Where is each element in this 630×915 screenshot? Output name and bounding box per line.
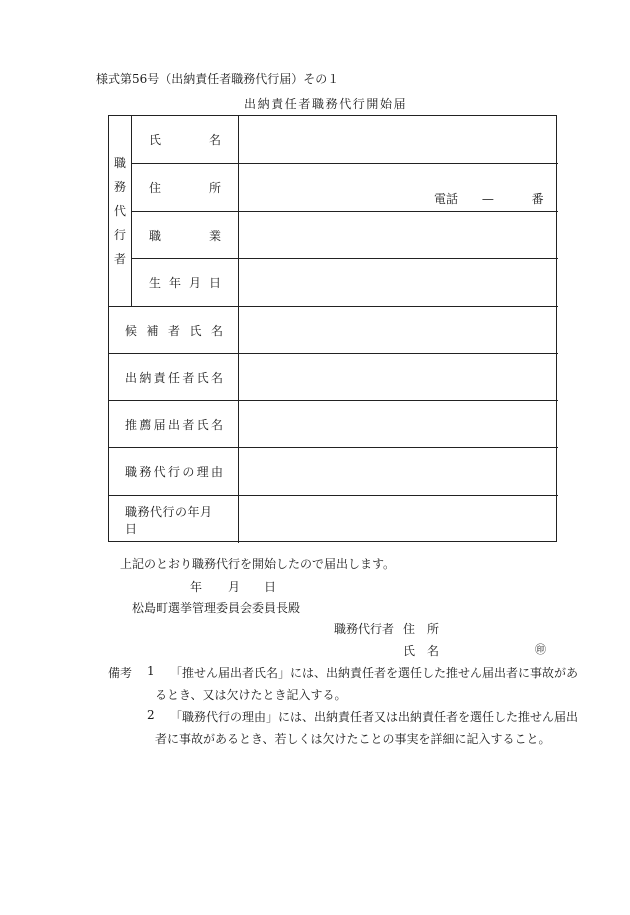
note-number: 1 xyxy=(147,664,155,678)
label-recommender-name: 推 薦 届 出 者 氏 名 xyxy=(125,417,223,432)
form-table xyxy=(108,115,557,542)
seal-mark: ㊞ xyxy=(535,643,546,656)
note-line: 「職務代行の理由」には、出納責任者又は出納責任者を選任した推せん届出 xyxy=(170,710,579,724)
date-year: 年 xyxy=(190,580,203,594)
note-line: 「推せん届出者氏名」には、出納責任者を選任した推せん届出者に事故があ xyxy=(170,666,579,680)
label-agency-reason: 職 務 代 行 の 理 由 xyxy=(125,465,223,479)
notes-heading: 備考 xyxy=(108,666,133,680)
form-code: 様式第56号（出納責任者職務代行届）その１ xyxy=(96,72,340,86)
label-candidate-name: 候 補 者 氏 名 xyxy=(125,323,223,338)
label-occupation: 職 業 xyxy=(149,228,221,243)
label-treasurer-name: 出 納 責 任 者 氏 名 xyxy=(125,370,223,385)
date-month: 月 xyxy=(228,580,241,594)
group-label-agent: 職 務 代 行 者 xyxy=(113,156,126,266)
address-label: 住 所 xyxy=(403,622,440,636)
label-address: 住 所 xyxy=(149,181,221,195)
phone-field: 電話 — 番 xyxy=(434,192,544,206)
note-number: 2 xyxy=(147,708,155,722)
submitter-label: 職務代行者 xyxy=(334,622,395,636)
label-birthdate: 生 年 月 日 xyxy=(149,276,221,290)
statement: 上記のとおり職務代行を開始したので届出します。 xyxy=(120,557,396,571)
note-line: 者に事故があるとき、若しくは欠けたことの事実を詳細に記入すること。 xyxy=(155,732,551,746)
date-day: 日 xyxy=(264,580,277,594)
label-name: 氏 名 xyxy=(149,133,221,147)
form-title: 出納責任者職務代行開始届 xyxy=(244,97,408,111)
addressee: 松島町選挙管理委員会委員長殿 xyxy=(132,601,301,615)
label-agency-date: 職務代行の年月日 xyxy=(125,504,213,536)
note-line: るとき、又は欠けたとき記入する。 xyxy=(155,688,347,702)
name-label: 氏 名 xyxy=(403,644,440,658)
